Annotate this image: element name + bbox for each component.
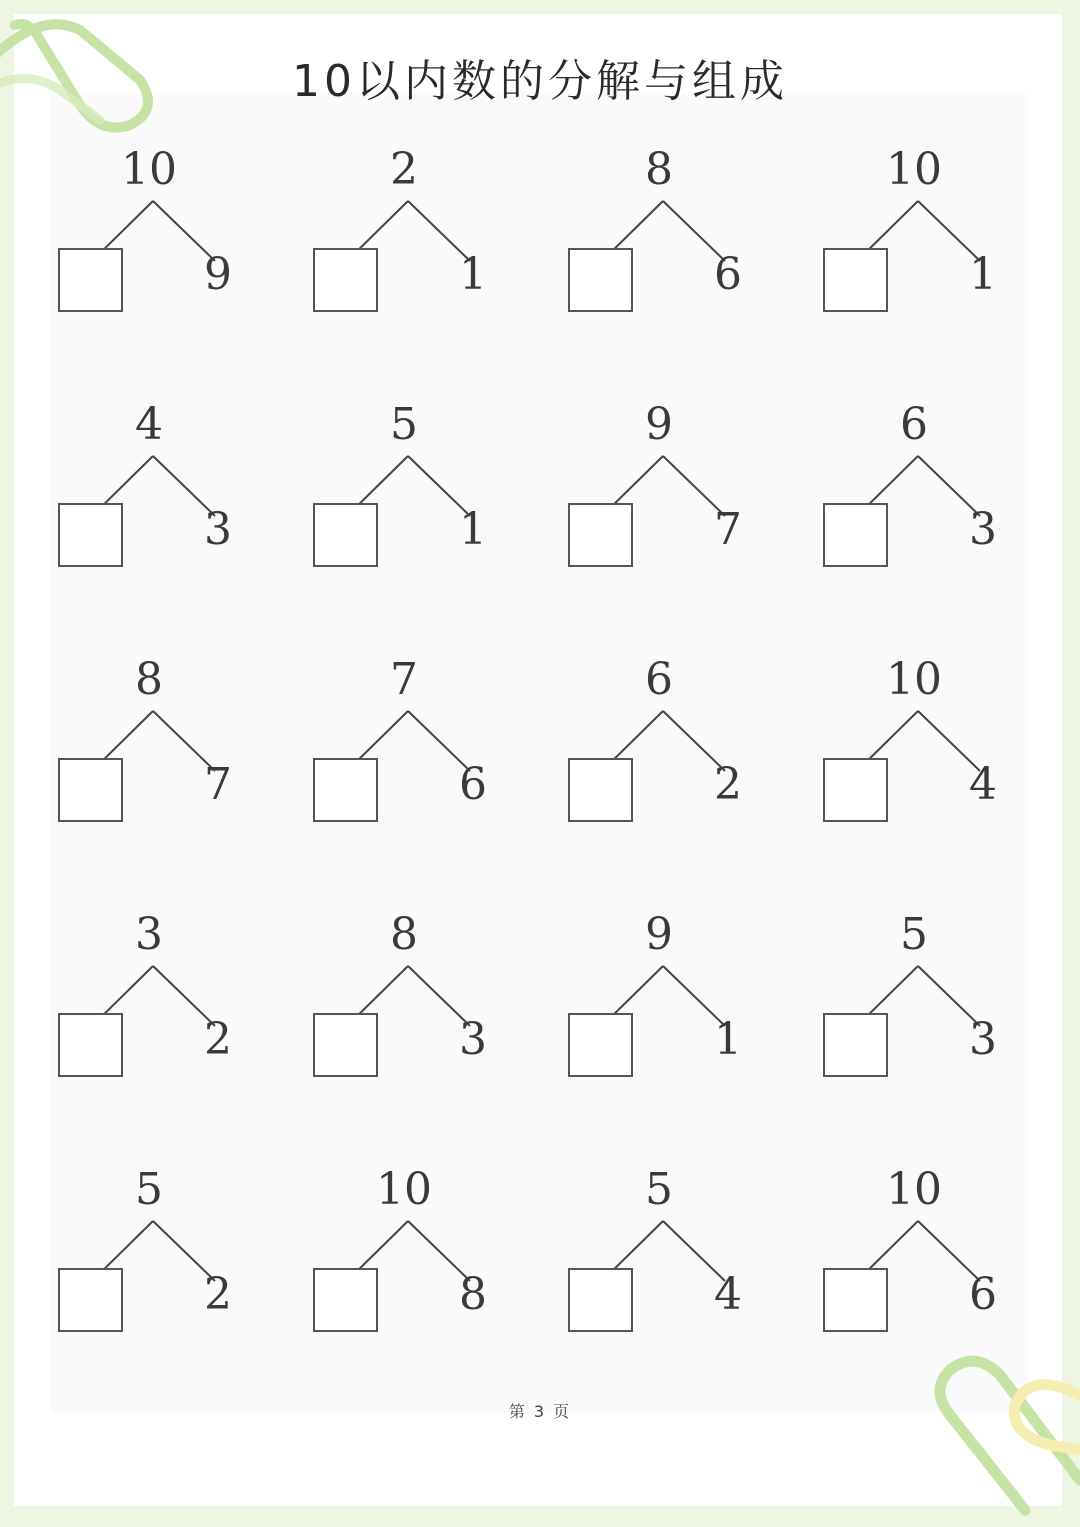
branch-lines bbox=[53, 145, 253, 265]
known-part-number: 1 bbox=[969, 249, 997, 300]
decomposition-problem bbox=[818, 400, 1018, 600]
answer-box[interactable] bbox=[313, 1268, 378, 1332]
total-number: 6 bbox=[645, 654, 673, 705]
total-number: 8 bbox=[135, 654, 163, 705]
branch-lines bbox=[308, 400, 508, 520]
answer-box[interactable] bbox=[313, 758, 378, 822]
answer-box[interactable] bbox=[568, 758, 633, 822]
decomposition-problem bbox=[53, 910, 253, 1110]
decomposition-problem bbox=[818, 910, 1018, 1110]
branch-lines bbox=[818, 145, 1018, 265]
known-part-number: 1 bbox=[459, 249, 487, 300]
known-part-number: 7 bbox=[204, 759, 232, 810]
total-number: 10 bbox=[886, 144, 942, 195]
total-number: 5 bbox=[135, 1164, 163, 1215]
total-number: 10 bbox=[886, 1164, 942, 1215]
branch-lines bbox=[53, 400, 253, 520]
answer-box[interactable] bbox=[58, 248, 123, 312]
known-part-number: 4 bbox=[969, 759, 997, 810]
decomposition-problem bbox=[563, 910, 763, 1110]
total-number: 4 bbox=[135, 399, 163, 450]
branch-lines bbox=[818, 910, 1018, 1030]
decomposition-problem bbox=[308, 1165, 508, 1365]
branch-lines bbox=[563, 910, 763, 1030]
decomposition-problem bbox=[53, 655, 253, 855]
answer-box[interactable] bbox=[823, 503, 888, 567]
known-part-number: 6 bbox=[459, 759, 487, 810]
known-part-number: 1 bbox=[459, 504, 487, 555]
answer-box[interactable] bbox=[823, 1268, 888, 1332]
branch-lines bbox=[818, 400, 1018, 520]
branch-lines bbox=[818, 655, 1018, 775]
total-number: 9 bbox=[645, 399, 673, 450]
known-part-number: 6 bbox=[714, 249, 742, 300]
branch-lines bbox=[563, 1165, 763, 1285]
answer-box[interactable] bbox=[568, 1013, 633, 1077]
worksheet-title: 10以内数的分解与组成 bbox=[292, 56, 788, 107]
total-number: 10 bbox=[376, 1164, 432, 1215]
total-number: 5 bbox=[645, 1164, 673, 1215]
total-number: 9 bbox=[645, 909, 673, 960]
total-number: 8 bbox=[645, 144, 673, 195]
branch-lines bbox=[563, 655, 763, 775]
known-part-number: 3 bbox=[204, 504, 232, 555]
answer-box[interactable] bbox=[568, 248, 633, 312]
total-number: 8 bbox=[390, 909, 418, 960]
total-number: 5 bbox=[390, 399, 418, 450]
total-number: 6 bbox=[900, 399, 928, 450]
answer-box[interactable] bbox=[58, 758, 123, 822]
decomposition-problem bbox=[818, 1165, 1018, 1365]
answer-box[interactable] bbox=[568, 1268, 633, 1332]
branch-lines bbox=[53, 1165, 253, 1285]
answer-box[interactable] bbox=[58, 503, 123, 567]
known-part-number: 1 bbox=[714, 1014, 742, 1065]
answer-box[interactable] bbox=[823, 1013, 888, 1077]
answer-box[interactable] bbox=[313, 1013, 378, 1077]
answer-box[interactable] bbox=[58, 1013, 123, 1077]
known-part-number: 2 bbox=[204, 1014, 232, 1065]
known-part-number: 3 bbox=[969, 1014, 997, 1065]
decomposition-problem bbox=[563, 1165, 763, 1365]
decomposition-problem bbox=[308, 910, 508, 1110]
page-number: 第 3 页 bbox=[508, 1402, 572, 1421]
known-part-number: 4 bbox=[714, 1269, 742, 1320]
known-part-number: 2 bbox=[714, 759, 742, 810]
total-number: 10 bbox=[121, 144, 177, 195]
known-part-number: 3 bbox=[969, 504, 997, 555]
decomposition-problem bbox=[563, 655, 763, 855]
branch-lines bbox=[563, 400, 763, 520]
branch-lines bbox=[53, 910, 253, 1030]
decomposition-problem bbox=[818, 655, 1018, 855]
answer-box[interactable] bbox=[313, 503, 378, 567]
decomposition-problem bbox=[53, 1165, 253, 1365]
decomposition-problem bbox=[308, 655, 508, 855]
decomposition-problem bbox=[53, 145, 253, 345]
decomposition-problem bbox=[563, 145, 763, 345]
decomposition-problem bbox=[308, 400, 508, 600]
answer-box[interactable] bbox=[823, 248, 888, 312]
known-part-number: 9 bbox=[204, 249, 232, 300]
branch-lines bbox=[818, 1165, 1018, 1285]
branch-lines bbox=[308, 910, 508, 1030]
decomposition-problem bbox=[818, 145, 1018, 345]
total-number: 3 bbox=[135, 909, 163, 960]
decomposition-problem bbox=[53, 400, 253, 600]
branch-lines bbox=[53, 655, 253, 775]
answer-box[interactable] bbox=[568, 503, 633, 567]
branch-lines bbox=[563, 145, 763, 265]
decomposition-problem bbox=[308, 145, 508, 345]
branch-lines bbox=[308, 1165, 508, 1285]
known-part-number: 3 bbox=[459, 1014, 487, 1065]
decomposition-problem bbox=[563, 400, 763, 600]
answer-box[interactable] bbox=[313, 248, 378, 312]
answer-box[interactable] bbox=[58, 1268, 123, 1332]
branch-lines bbox=[308, 145, 508, 265]
total-number: 2 bbox=[390, 144, 418, 195]
answer-box[interactable] bbox=[823, 758, 888, 822]
branch-lines bbox=[308, 655, 508, 775]
total-number: 10 bbox=[886, 654, 942, 705]
known-part-number: 7 bbox=[714, 504, 742, 555]
total-number: 5 bbox=[900, 909, 928, 960]
known-part-number: 8 bbox=[459, 1269, 487, 1320]
known-part-number: 2 bbox=[204, 1269, 232, 1320]
total-number: 7 bbox=[390, 654, 418, 705]
known-part-number: 6 bbox=[969, 1269, 997, 1320]
